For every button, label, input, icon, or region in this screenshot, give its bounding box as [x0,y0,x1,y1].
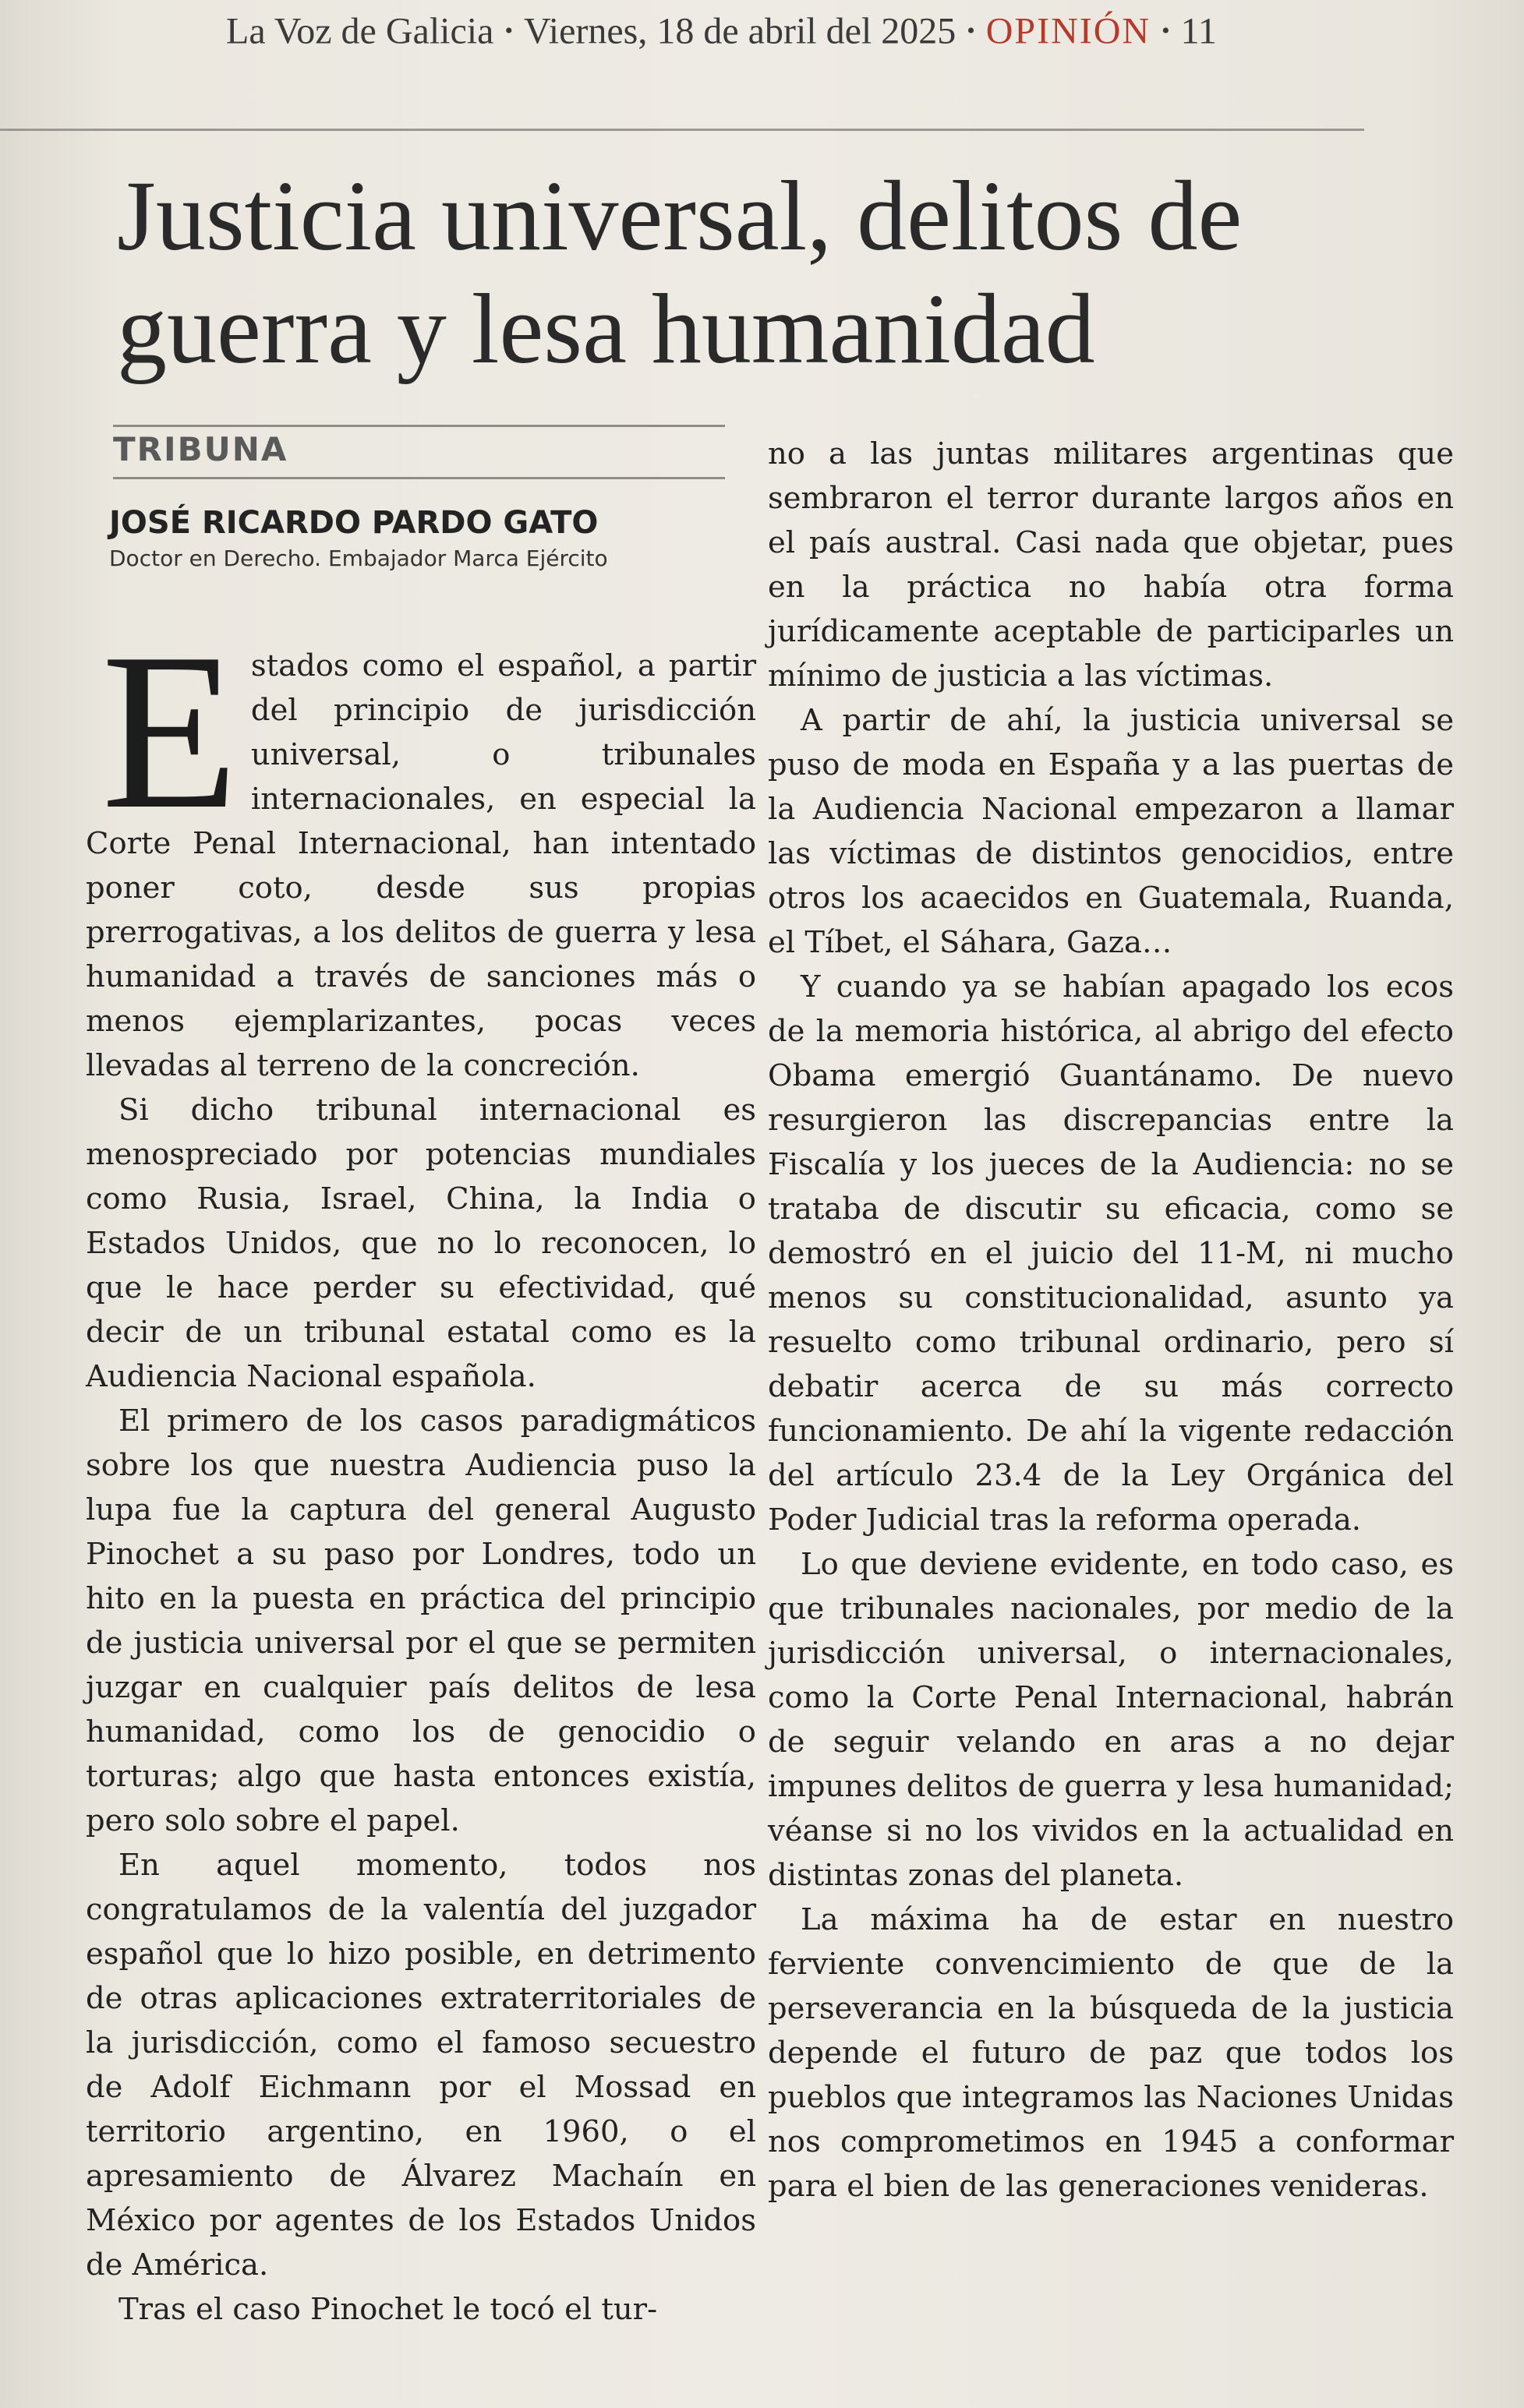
paragraph-text: stados como el español, a partir del principio de jurisdicción universal, o tribunales internacionales, en especial la Corte Penal Internacional, han intentado poner coto, desde sus propias prerrogativas, a los delitos de guerra y lesa humanidad a través de sanciones más o menos ejemplarizantes, pocas veces llevadas al terreno de la concreción. [86,648,756,1083]
author-description: Doctor en Derecho. Embajador Marca Ejército [109,546,608,571]
header-separator: • [1162,17,1170,44]
headline-line-1: Justicia universal, delitos de [117,161,1243,271]
article-paragraph: La máxima ha de estar en nuestro ferviente convencimiento de que de la perseverancia en la búsqueda de la justicia depende el futuro de paz que todos los pueblos que integramos las Naciones Unidas nos comprometimos en 1945 a conformar para el bien de las generaciones venideras. [768,1902,1454,2204]
section-tag: TRIBUNA [113,430,288,468]
article-paragraph: no a las juntas militares argentinas que sembraron el terror durante largos años en el país austral. Casi nada que objetar, pues en la práctica no había otra forma jurídicamente aceptable de participarles un mínimo de justicia a las víctimas. [768,436,1454,694]
article-column-left [86,607,756,2332]
tag-divider-bottom [113,477,725,479]
article-paragraph: Y cuando ya se habían apagado los ecos de la memoria histórica, al abrigo del efecto Obama emergió Guantánamo. De nuevo resurgieron las discrepancias entre la Fiscalía y los jueces de la Audiencia: no se trataba de discutir su eficacia, como se demostró en el juicio del 11-M, ni mucho menos su constitucionalidad, asunto ya resuelto como tribunal ordinario, pero sí debatir acerca de su más correcto funcionamiento. De ahí la vigente redacción del artículo 23.4 de la Ley Orgánica del Poder Judicial tras la reforma operada. [768,969,1454,1538]
page-number: 11 [1180,10,1217,52]
tag-divider-top [113,425,725,427]
author-name: JOSÉ RICARDO PARDO GATO [109,505,599,541]
newspaper-name: La Voz de Galicia [226,10,494,52]
article-paragraph: Si dicho tribunal internacional es menospreciado por potencias mundiales como Rusia, Israel, China, la India o Estados Unidos, que no lo reconocen, lo que le hace perder su efectividad, qué decir de un tribunal estatal como es la Audiencia Nacional española. [86,1093,756,1394]
article-column-right [768,432,1454,2209]
issue-date: Viernes, 18 de abril del 2025 [523,10,956,52]
article-paragraph [86,607,756,1088]
page-header [226,6,1380,69]
article-headline [117,160,1411,386]
drop-cap: E [101,607,239,856]
headline-line-2: guerra y lesa humanidad [117,274,1095,384]
article-paragraph: Lo que deviene evidente, en todo caso, es que tribunales nacionales, por medio de la jurisdicción universal, o internacionales, como la Corte Penal Internacional, habrán de seguir velando en aras a no dejar impunes delitos de guerra y lesa humanidad; véanse si no los vividos en la actualidad en distintas zonas del planeta. [768,1547,1454,1893]
article-paragraph: En aquel momento, todos nos congratulamos de la valentía del juzgador español que lo hizo posible, en detrimento de otras aplicaciones extraterritoriales de la jurisdicción, como el famoso secuestro de Adolf Eichmann por el Mossad en territorio argentino, en 1960, o el apresamiento de Álvarez Machaín en México por agentes de los Estados Unidos de América. [86,1848,756,2283]
article-paragraph: A partir de ahí, la justicia universal se puso de moda en España y a las puertas de la Audiencia Nacional empezaron a llamar las víctimas de distintos genocidios, entre otros los acaecidos en Guatemala, Ruanda, el Tíbet, el Sáhara, Gaza… [768,703,1454,960]
header-divider [0,129,1364,131]
section-name: OPINIÓN [985,10,1151,52]
article-paragraph: El primero de los casos paradigmáticos sobre los que nuestra Audiencia puso la lupa fue la captura del general Augusto Pinochet a su paso por Londres, todo un hito en la puesta en práctica del principio de justicia universal por el que se permiten juzgar en cualquier país delitos de lesa humanidad, como los de genocidio o torturas; algo que hasta entonces existía, pero solo sobre el papel. [86,1403,756,1838]
header-separator: • [967,17,975,44]
article-paragraph: Tras el caso Pinochet le tocó el tur- [118,2292,658,2327]
header-separator: • [504,17,513,44]
